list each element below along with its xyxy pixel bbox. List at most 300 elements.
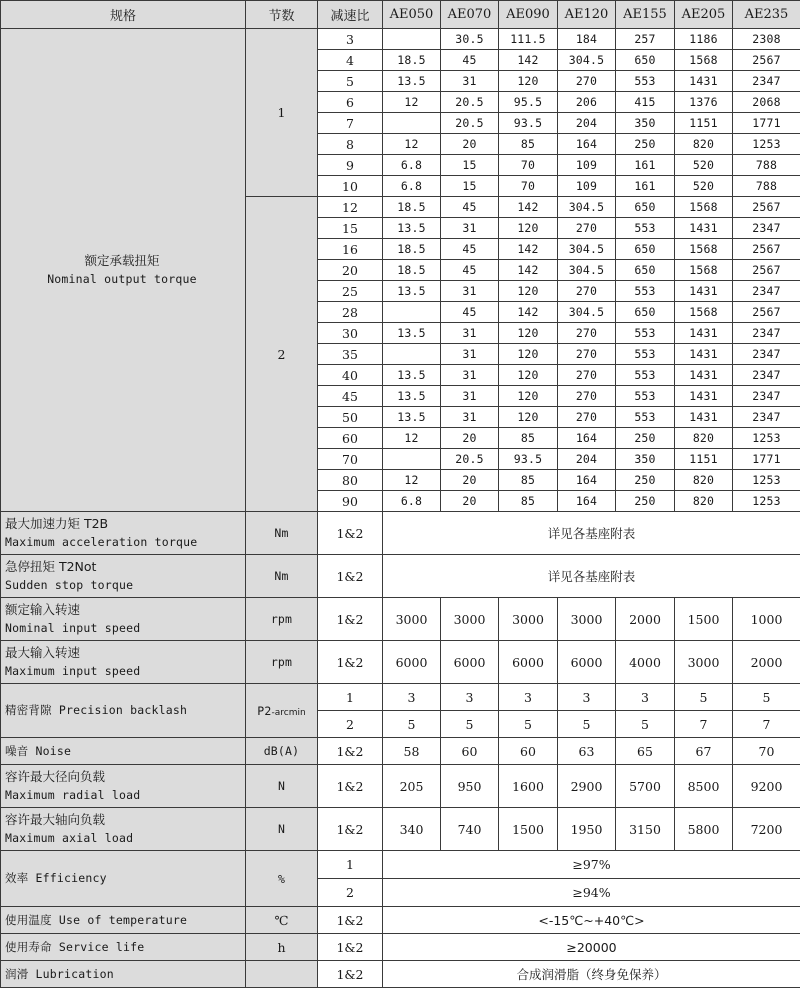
torque-value: 120 [499,323,558,344]
sudden-stop-row [1,555,800,598]
nominal-speed-label-en: Nominal input speed [5,621,141,635]
torque-value: 270 [558,218,616,239]
torque-value: 2308 [733,29,800,50]
ratio-cell: 10 [318,176,383,197]
accel-torque-label [1,512,246,555]
accel-torque-label-en: Maximum acceleration torque [5,535,198,549]
nominal-speed-value: 3000 [499,598,558,641]
unit-cell: rpm [246,641,318,684]
backlash-value: 3 [383,684,441,711]
axial-load-value: 1950 [558,808,616,851]
service-life-row [1,934,800,961]
efficiency-row [1,851,800,879]
torque-value: 520 [675,176,733,197]
ratio-cell: 8 [318,134,383,155]
torque-value: 820 [675,134,733,155]
torque-value: 250 [616,428,675,449]
torque-value: 109 [558,176,616,197]
ratio-cell: 60 [318,428,383,449]
torque-value: 45 [441,239,499,260]
torque-value: 1771 [733,449,800,470]
noise-value: 60 [499,738,558,765]
torque-value: 1253 [733,491,800,512]
torque-value [383,302,441,323]
torque-value: 95.5 [499,92,558,113]
torque-value: 650 [616,197,675,218]
header-row [1,1,800,29]
max-speed-row [1,641,800,684]
torque-value: 553 [616,71,675,92]
ratio-cell: 7 [318,113,383,134]
torque-value: 6.8 [383,155,441,176]
max-speed-value: 4000 [616,641,675,684]
torque-value: 111.5 [499,29,558,50]
torque-value [383,29,441,50]
torque-value: 120 [499,71,558,92]
torque-value: 142 [499,302,558,323]
radial-load-value: 1600 [499,765,558,808]
torque-value: 304.5 [558,260,616,281]
ratio-cell: 45 [318,386,383,407]
ratio-cell: 12 [318,197,383,218]
torque-value: 1431 [675,218,733,239]
efficiency-value: ≥97% [383,851,800,879]
torque-value: 31 [441,365,499,386]
header-ratio: 减速比 [318,1,383,29]
stage-cell: 1 [318,851,383,879]
temperature-label: 使用温度 Use of temperature [1,907,246,934]
stage-cell: 1&2 [318,598,383,641]
torque-value: 270 [558,71,616,92]
torque-value: 120 [499,281,558,302]
temperature-row [1,907,800,934]
torque-value: 250 [616,491,675,512]
ratio-cell: 9 [318,155,383,176]
radial-load-value: 2900 [558,765,616,808]
torque-value: 270 [558,344,616,365]
torque-value: 18.5 [383,50,441,71]
lubrication-label: 润滑 Lubrication [1,961,246,988]
torque-value: 161 [616,155,675,176]
accel-torque-label-cn: 最大加速力矩 T2B [5,516,109,531]
torque-value: 2567 [733,260,800,281]
backlash-value: 3 [616,684,675,711]
radial-load-row [1,765,800,808]
torque-value: 164 [558,428,616,449]
backlash-value: 3 [558,684,616,711]
torque-value: 13.5 [383,218,441,239]
ratio-cell: 90 [318,491,383,512]
torque-value: 1431 [675,344,733,365]
torque-value: 650 [616,239,675,260]
header-model: AE205 [675,1,733,29]
backlash-value: 5 [558,711,616,738]
axial-load-value: 3150 [616,808,675,851]
unit-cell: ℃ [246,907,318,934]
torque-value: 1568 [675,260,733,281]
torque-value: 304.5 [558,50,616,71]
torque-value: 20.5 [441,113,499,134]
torque-value: 13.5 [383,323,441,344]
torque-value: 31 [441,407,499,428]
noise-label: 噪音 Noise [1,738,246,765]
service-life-value: ≥20000 [383,934,800,961]
backlash-label: 精密背隙 Precision backlash [1,684,246,738]
axial-load-row [1,808,800,851]
noise-value: 65 [616,738,675,765]
torque-value: 142 [499,50,558,71]
torque-value: 15 [441,155,499,176]
torque-value: 85 [499,134,558,155]
backlash-value: 5 [675,684,733,711]
torque-value: 164 [558,134,616,155]
torque-value: 120 [499,344,558,365]
torque-value: 1431 [675,386,733,407]
torque-value: 13.5 [383,281,441,302]
max-speed-value: 6000 [558,641,616,684]
nominal-speed-value: 1500 [675,598,733,641]
torque-value: 650 [616,302,675,323]
torque-value: 20 [441,134,499,155]
torque-value: 1568 [675,239,733,260]
torque-value: 45 [441,260,499,281]
torque-value: 270 [558,281,616,302]
ratio-cell: 6 [318,92,383,113]
backlash-value: 5 [441,711,499,738]
torque-value: 142 [499,197,558,218]
stage-cell: 1&2 [318,961,383,988]
torque-value [383,449,441,470]
torque-value: 93.5 [499,113,558,134]
efficiency-value: ≥94% [383,879,800,907]
torque-value: 31 [441,344,499,365]
torque-value: 18.5 [383,239,441,260]
radial-load-value: 5700 [616,765,675,808]
radial-load-label [1,765,246,808]
torque-value: 31 [441,281,499,302]
accel-torque-value: 详见各基座附表 [383,512,800,555]
torque-value: 45 [441,50,499,71]
nominal-speed-value: 2000 [616,598,675,641]
radial-load-value: 205 [383,765,441,808]
torque-value: 2347 [733,365,800,386]
torque-value: 2567 [733,197,800,218]
ratio-cell: 5 [318,71,383,92]
backlash-value: 7 [675,711,733,738]
radial-load-value: 9200 [733,765,800,808]
backlash-row [1,684,800,711]
stage-cell: 1&2 [318,641,383,684]
backlash-value: 5 [616,711,675,738]
backlash-value: 7 [733,711,800,738]
torque-value: 520 [675,155,733,176]
torque-value: 2347 [733,323,800,344]
torque-value: 415 [616,92,675,113]
stage-cell: 2 [246,197,318,512]
torque-value: 30.5 [441,29,499,50]
torque-value: 2347 [733,218,800,239]
torque-label-en: Nominal output torque [47,272,197,286]
torque-value: 2567 [733,239,800,260]
stage-cell: 1&2 [318,555,383,598]
max-speed-value: 6000 [499,641,558,684]
torque-value: 2068 [733,92,800,113]
stage-cell: 2 [318,879,383,907]
torque-value: 161 [616,176,675,197]
torque-value: 1151 [675,113,733,134]
torque-value: 553 [616,365,675,386]
backlash-unit-sub: -arcmin [271,708,306,718]
backlash-value: 3 [499,684,558,711]
torque-value: 45 [441,197,499,218]
torque-value: 2567 [733,302,800,323]
ratio-cell: 70 [318,449,383,470]
torque-value: 204 [558,113,616,134]
radial-load-label-cn: 容许最大径向负载 [5,769,106,784]
axial-load-value: 740 [441,808,499,851]
sudden-stop-value: 详见各基座附表 [383,555,800,598]
nominal-speed-value: 3000 [441,598,499,641]
max-speed-value: 3000 [675,641,733,684]
sudden-stop-label-cn: 急停扭矩 T2Not [5,559,97,574]
torque-value: 270 [558,323,616,344]
max-speed-label-cn: 最大输入转速 [5,645,81,660]
torque-value: 350 [616,449,675,470]
ratio-cell: 80 [318,470,383,491]
torque-value: 120 [499,365,558,386]
ratio-cell: 30 [318,323,383,344]
torque-value: 31 [441,218,499,239]
max-speed-value: 6000 [383,641,441,684]
torque-value: 120 [499,386,558,407]
noise-row [1,738,800,765]
unit-cell: Nm [246,512,318,555]
ratio-cell: 3 [318,29,383,50]
torque-value: 85 [499,470,558,491]
stage-cell: 1&2 [318,765,383,808]
torque-value: 650 [616,50,675,71]
axial-load-label [1,808,246,851]
torque-value: 1431 [675,281,733,302]
torque-value: 120 [499,407,558,428]
torque-value: 12 [383,92,441,113]
torque-value: 31 [441,71,499,92]
backlash-unit: P2 [257,704,272,718]
torque-value: 2347 [733,386,800,407]
torque-value: 1253 [733,470,800,491]
torque-value: 553 [616,323,675,344]
backlash-value: 5 [733,684,800,711]
unit-cell: N [246,808,318,851]
torque-value: 12 [383,428,441,449]
torque-value: 820 [675,491,733,512]
unit-cell: Nm [246,555,318,598]
ratio-cell: 40 [318,365,383,386]
torque-value: 270 [558,407,616,428]
torque-value [383,344,441,365]
torque-value: 1253 [733,134,800,155]
backlash-value: 5 [499,711,558,738]
torque-value: 18.5 [383,260,441,281]
ratio-cell: 35 [318,344,383,365]
nominal-speed-label-cn: 额定输入转速 [5,602,81,617]
torque-value: 1431 [675,323,733,344]
backlash-value: 3 [441,684,499,711]
torque-value: 1431 [675,407,733,428]
torque-value: 820 [675,428,733,449]
unit-cell: rpm [246,598,318,641]
axial-load-value: 7200 [733,808,800,851]
torque-value: 1431 [675,71,733,92]
stage-cell: 1&2 [318,934,383,961]
header-model: AE070 [441,1,499,29]
torque-value: 270 [558,365,616,386]
torque-value: 304.5 [558,239,616,260]
nominal-speed-label [1,598,246,641]
torque-value: 184 [558,29,616,50]
torque-value: 304.5 [558,197,616,218]
torque-value: 85 [499,491,558,512]
torque-value: 1568 [675,50,733,71]
torque-value: 250 [616,470,675,491]
noise-value: 67 [675,738,733,765]
stage-cell: 1&2 [318,808,383,851]
axial-load-label-cn: 容许最大轴向负载 [5,812,106,827]
max-speed-value: 6000 [441,641,499,684]
max-speed-value: 2000 [733,641,800,684]
axial-load-value: 340 [383,808,441,851]
header-model: AE090 [499,1,558,29]
nominal-speed-row [1,598,800,641]
noise-value: 70 [733,738,800,765]
axial-load-value: 1500 [499,808,558,851]
header-model: AE155 [616,1,675,29]
ratio-cell: 4 [318,50,383,71]
stage-cell: 2 [318,711,383,738]
torque-value: 93.5 [499,449,558,470]
noise-value: 63 [558,738,616,765]
torque-value: 12 [383,470,441,491]
torque-value: 20 [441,491,499,512]
unit-cell: dB(A) [246,738,318,765]
torque-value: 2347 [733,281,800,302]
torque-value: 142 [499,239,558,260]
stage-cell: 1 [318,684,383,711]
max-speed-label-en: Maximum input speed [5,664,141,678]
header-stage: 节数 [246,1,318,29]
unit-cell: N [246,765,318,808]
torque-value: 12 [383,134,441,155]
torque-value: 31 [441,386,499,407]
stage-cell: 1 [246,29,318,197]
ratio-cell: 28 [318,302,383,323]
torque-value: 2567 [733,50,800,71]
torque-value: 85 [499,428,558,449]
ratio-cell: 16 [318,239,383,260]
torque-value [383,113,441,134]
torque-value: 1568 [675,302,733,323]
unit-cell [246,961,318,988]
torque-value: 13.5 [383,407,441,428]
torque-value: 18.5 [383,197,441,218]
torque-value: 20 [441,428,499,449]
axial-load-value: 5800 [675,808,733,851]
torque-value: 350 [616,113,675,134]
torque-value: 553 [616,281,675,302]
torque-value: 1151 [675,449,733,470]
header-model: AE235 [733,1,800,29]
backlash-value: 5 [383,711,441,738]
torque-value: 6.8 [383,176,441,197]
max-speed-label [1,641,246,684]
temperature-value: <-15℃~+40℃> [383,907,800,934]
torque-value: 13.5 [383,71,441,92]
header-spec: 规格 [1,1,246,29]
torque-value: 304.5 [558,302,616,323]
torque-row [1,29,800,50]
torque-value: 1253 [733,428,800,449]
radial-load-value: 8500 [675,765,733,808]
torque-value: 164 [558,470,616,491]
nominal-speed-value: 3000 [558,598,616,641]
torque-value: 553 [616,344,675,365]
unit-cell: h [246,934,318,961]
header-model: AE120 [558,1,616,29]
ratio-cell: 25 [318,281,383,302]
stage-cell: 1&2 [318,907,383,934]
lubrication-value: 合成润滑脂（终身免保养） [383,961,800,988]
ratio-cell: 50 [318,407,383,428]
torque-value: 820 [675,470,733,491]
torque-value: 164 [558,491,616,512]
unit-cell [246,684,318,738]
torque-value: 204 [558,449,616,470]
unit-cell: % [246,851,318,907]
sudden-stop-label-en: Sudden stop torque [5,578,134,592]
torque-value: 2347 [733,71,800,92]
lubrication-row [1,961,800,988]
accel-torque-row [1,512,800,555]
torque-value: 553 [616,386,675,407]
torque-value: 2347 [733,407,800,428]
nominal-speed-value: 3000 [383,598,441,641]
torque-value: 250 [616,134,675,155]
torque-value: 109 [558,155,616,176]
radial-load-label-en: Maximum radial load [5,788,141,802]
nominal-speed-value: 1000 [733,598,800,641]
torque-value: 15 [441,176,499,197]
torque-label-cn: 额定承载扭矩 [84,253,160,268]
service-life-label: 使用寿命 Service life [1,934,246,961]
radial-load-value: 950 [441,765,499,808]
torque-value: 257 [616,29,675,50]
axial-load-label-en: Maximum axial load [5,831,134,845]
torque-value: 1771 [733,113,800,134]
noise-value: 58 [383,738,441,765]
torque-value: 13.5 [383,386,441,407]
stage-cell: 1&2 [318,738,383,765]
torque-value: 553 [616,218,675,239]
torque-value: 13.5 [383,365,441,386]
torque-value: 31 [441,323,499,344]
torque-value: 1568 [675,197,733,218]
noise-value: 60 [441,738,499,765]
torque-value: 1431 [675,365,733,386]
stage-cell: 1&2 [318,512,383,555]
efficiency-label: 效率 Efficiency [1,851,246,907]
torque-value: 650 [616,260,675,281]
torque-value: 270 [558,386,616,407]
